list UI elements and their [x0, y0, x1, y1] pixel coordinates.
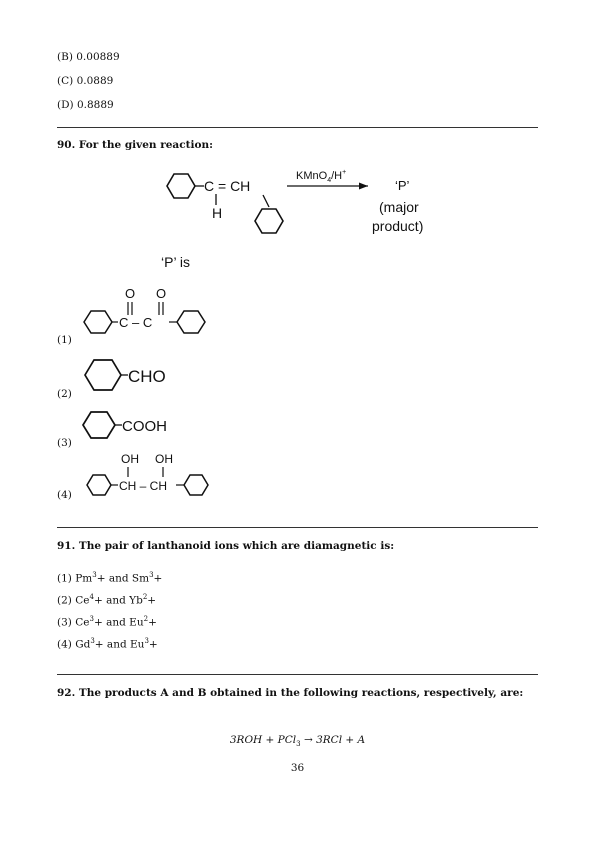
- hydroxyl-left: OH: [121, 452, 139, 466]
- cyclohexane-ring: [83, 412, 115, 438]
- cyclohexane-ring: [87, 475, 111, 495]
- option-label-2: (2): [57, 388, 72, 400]
- option-label-1: (1): [57, 334, 72, 346]
- q90-title: 90. For the given reaction:: [57, 139, 213, 151]
- option-c: (C) 0.0889: [57, 75, 114, 87]
- q91-option-1: (1) $Pm^3+$ and $Sm^3+$: [57, 571, 163, 585]
- hydroxyl-right: OH: [155, 452, 173, 466]
- q91-title: 91. The pair of lanthanoid ions which are diamagnetic is:: [57, 540, 395, 552]
- q92-title: 92. The products A and B obtained in the following reactions, respectively, are:: [57, 687, 524, 699]
- page-number: 36: [290, 762, 305, 774]
- option-d: (D) 0.8889: [57, 99, 114, 111]
- cyclohexane-ring-left: [167, 174, 195, 198]
- reaction-scheme: [150, 160, 450, 245]
- cyclohexane-ring: [84, 311, 112, 333]
- option-4-structure: [80, 450, 230, 500]
- q90-prompt: ‘P’ is: [161, 254, 191, 270]
- cyclohexane-ring: [85, 360, 121, 390]
- oxygen-right: O: [156, 286, 167, 301]
- q91-option-2: (2) $Ce^4+$ and $Yb^2+$: [57, 593, 157, 607]
- option-1-structure: [80, 283, 230, 338]
- reagent: KMnO$_4$/H+: [296, 169, 347, 184]
- product-line1: (major: [379, 199, 419, 215]
- divider: [57, 674, 538, 675]
- alkene-h: H: [212, 205, 223, 221]
- divider: [57, 127, 538, 128]
- diketone-chain: C – C: [119, 315, 153, 330]
- divider: [57, 527, 538, 528]
- option-label-3: (3): [57, 437, 72, 449]
- cyclohexane-ring-right: [255, 209, 283, 233]
- product-label: ‘P’: [395, 178, 410, 193]
- aldehyde-group: CHO: [128, 367, 166, 386]
- oxygen-left: O: [125, 286, 136, 301]
- option-label-4: (4): [57, 489, 72, 501]
- q92-equation: 3ROH + PCl$_3$ → 3RCl + A: [229, 734, 366, 749]
- cyclohexane-ring: [184, 475, 208, 495]
- option-3-structure: [80, 407, 200, 443]
- product-line2: product): [372, 218, 424, 234]
- diol-chain: CH – CH: [119, 479, 168, 493]
- alkene-label: C = CH: [204, 178, 251, 194]
- q91-option-3: (3) $Ce^3+$ and $Eu^2+$: [57, 615, 157, 629]
- option-b: (B) 0.00889: [57, 51, 120, 63]
- cyclohexane-ring: [177, 311, 205, 333]
- carboxylic-acid-group: COOH: [122, 418, 167, 435]
- option-2-structure: [82, 355, 202, 395]
- q91-option-4: (4) $Gd^3+$ and $Eu^3+$: [57, 637, 158, 651]
